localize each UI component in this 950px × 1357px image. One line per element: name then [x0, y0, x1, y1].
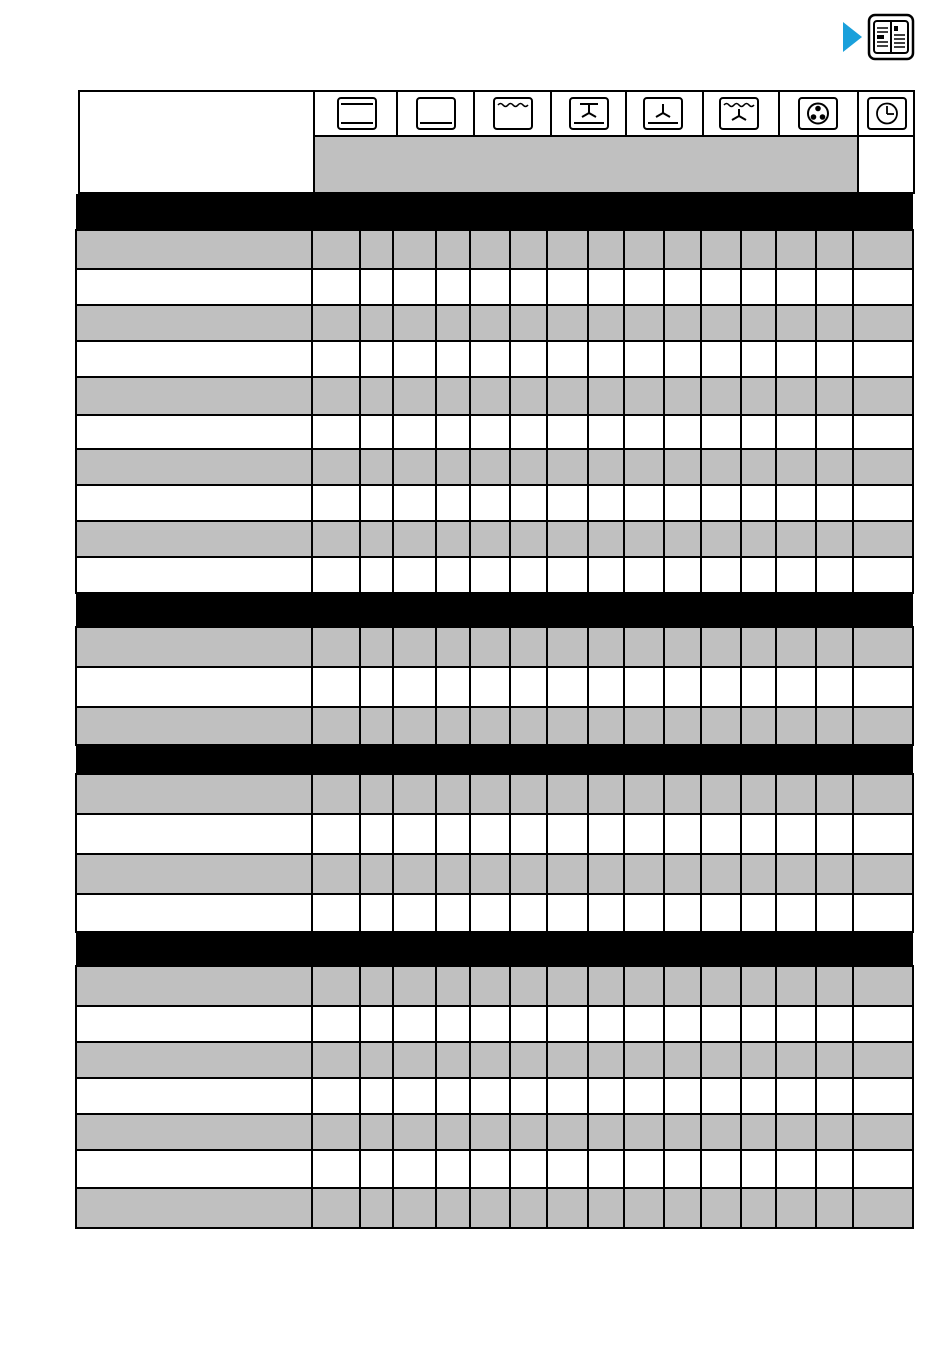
- table-row: [76, 966, 913, 1006]
- table-row: [76, 854, 913, 894]
- mode-subheader-band: [314, 136, 858, 193]
- table-row: [76, 269, 913, 305]
- table-row: [76, 1188, 913, 1228]
- clock-icon: [868, 98, 906, 129]
- bottom-heat-icon: [417, 98, 455, 129]
- table-row: [76, 341, 913, 377]
- fan-heat-icon: [644, 98, 682, 129]
- table-row: [76, 377, 913, 415]
- table-row: [76, 1078, 913, 1114]
- header-label-cell: [79, 91, 314, 193]
- table-row: [76, 894, 913, 932]
- table-row: [76, 1114, 913, 1150]
- table-row: [76, 707, 913, 745]
- table-row: [76, 305, 913, 341]
- table-row: [76, 1150, 913, 1188]
- cooking-table-body: [76, 194, 913, 1228]
- top-bottom-heat-icon: [338, 98, 376, 129]
- table-header: [79, 91, 914, 193]
- table-row: [76, 774, 913, 814]
- table-row: [76, 449, 913, 485]
- table-row: [76, 1006, 913, 1042]
- recipe-book-icon[interactable]: [869, 15, 913, 59]
- table-row: [76, 1042, 913, 1078]
- play-arrow-icon[interactable]: [843, 22, 862, 52]
- grill-icon: [494, 98, 532, 129]
- table-row: [76, 557, 913, 593]
- section-band: [76, 593, 913, 627]
- table-row: [76, 230, 913, 269]
- fan-grill-icon: [720, 98, 758, 129]
- section-band: [76, 194, 913, 230]
- hot-air-icon: [799, 98, 837, 129]
- table-row: [76, 627, 913, 667]
- table-row: [76, 521, 913, 557]
- fan-bottom-heat-icon: [570, 98, 608, 129]
- table-row: [76, 415, 913, 449]
- table-row: [76, 485, 913, 521]
- table-row: [76, 814, 913, 854]
- section-band: [76, 745, 913, 774]
- section-band: [76, 932, 913, 966]
- table-row: [76, 667, 913, 707]
- timer-subheader-cell: [858, 136, 914, 193]
